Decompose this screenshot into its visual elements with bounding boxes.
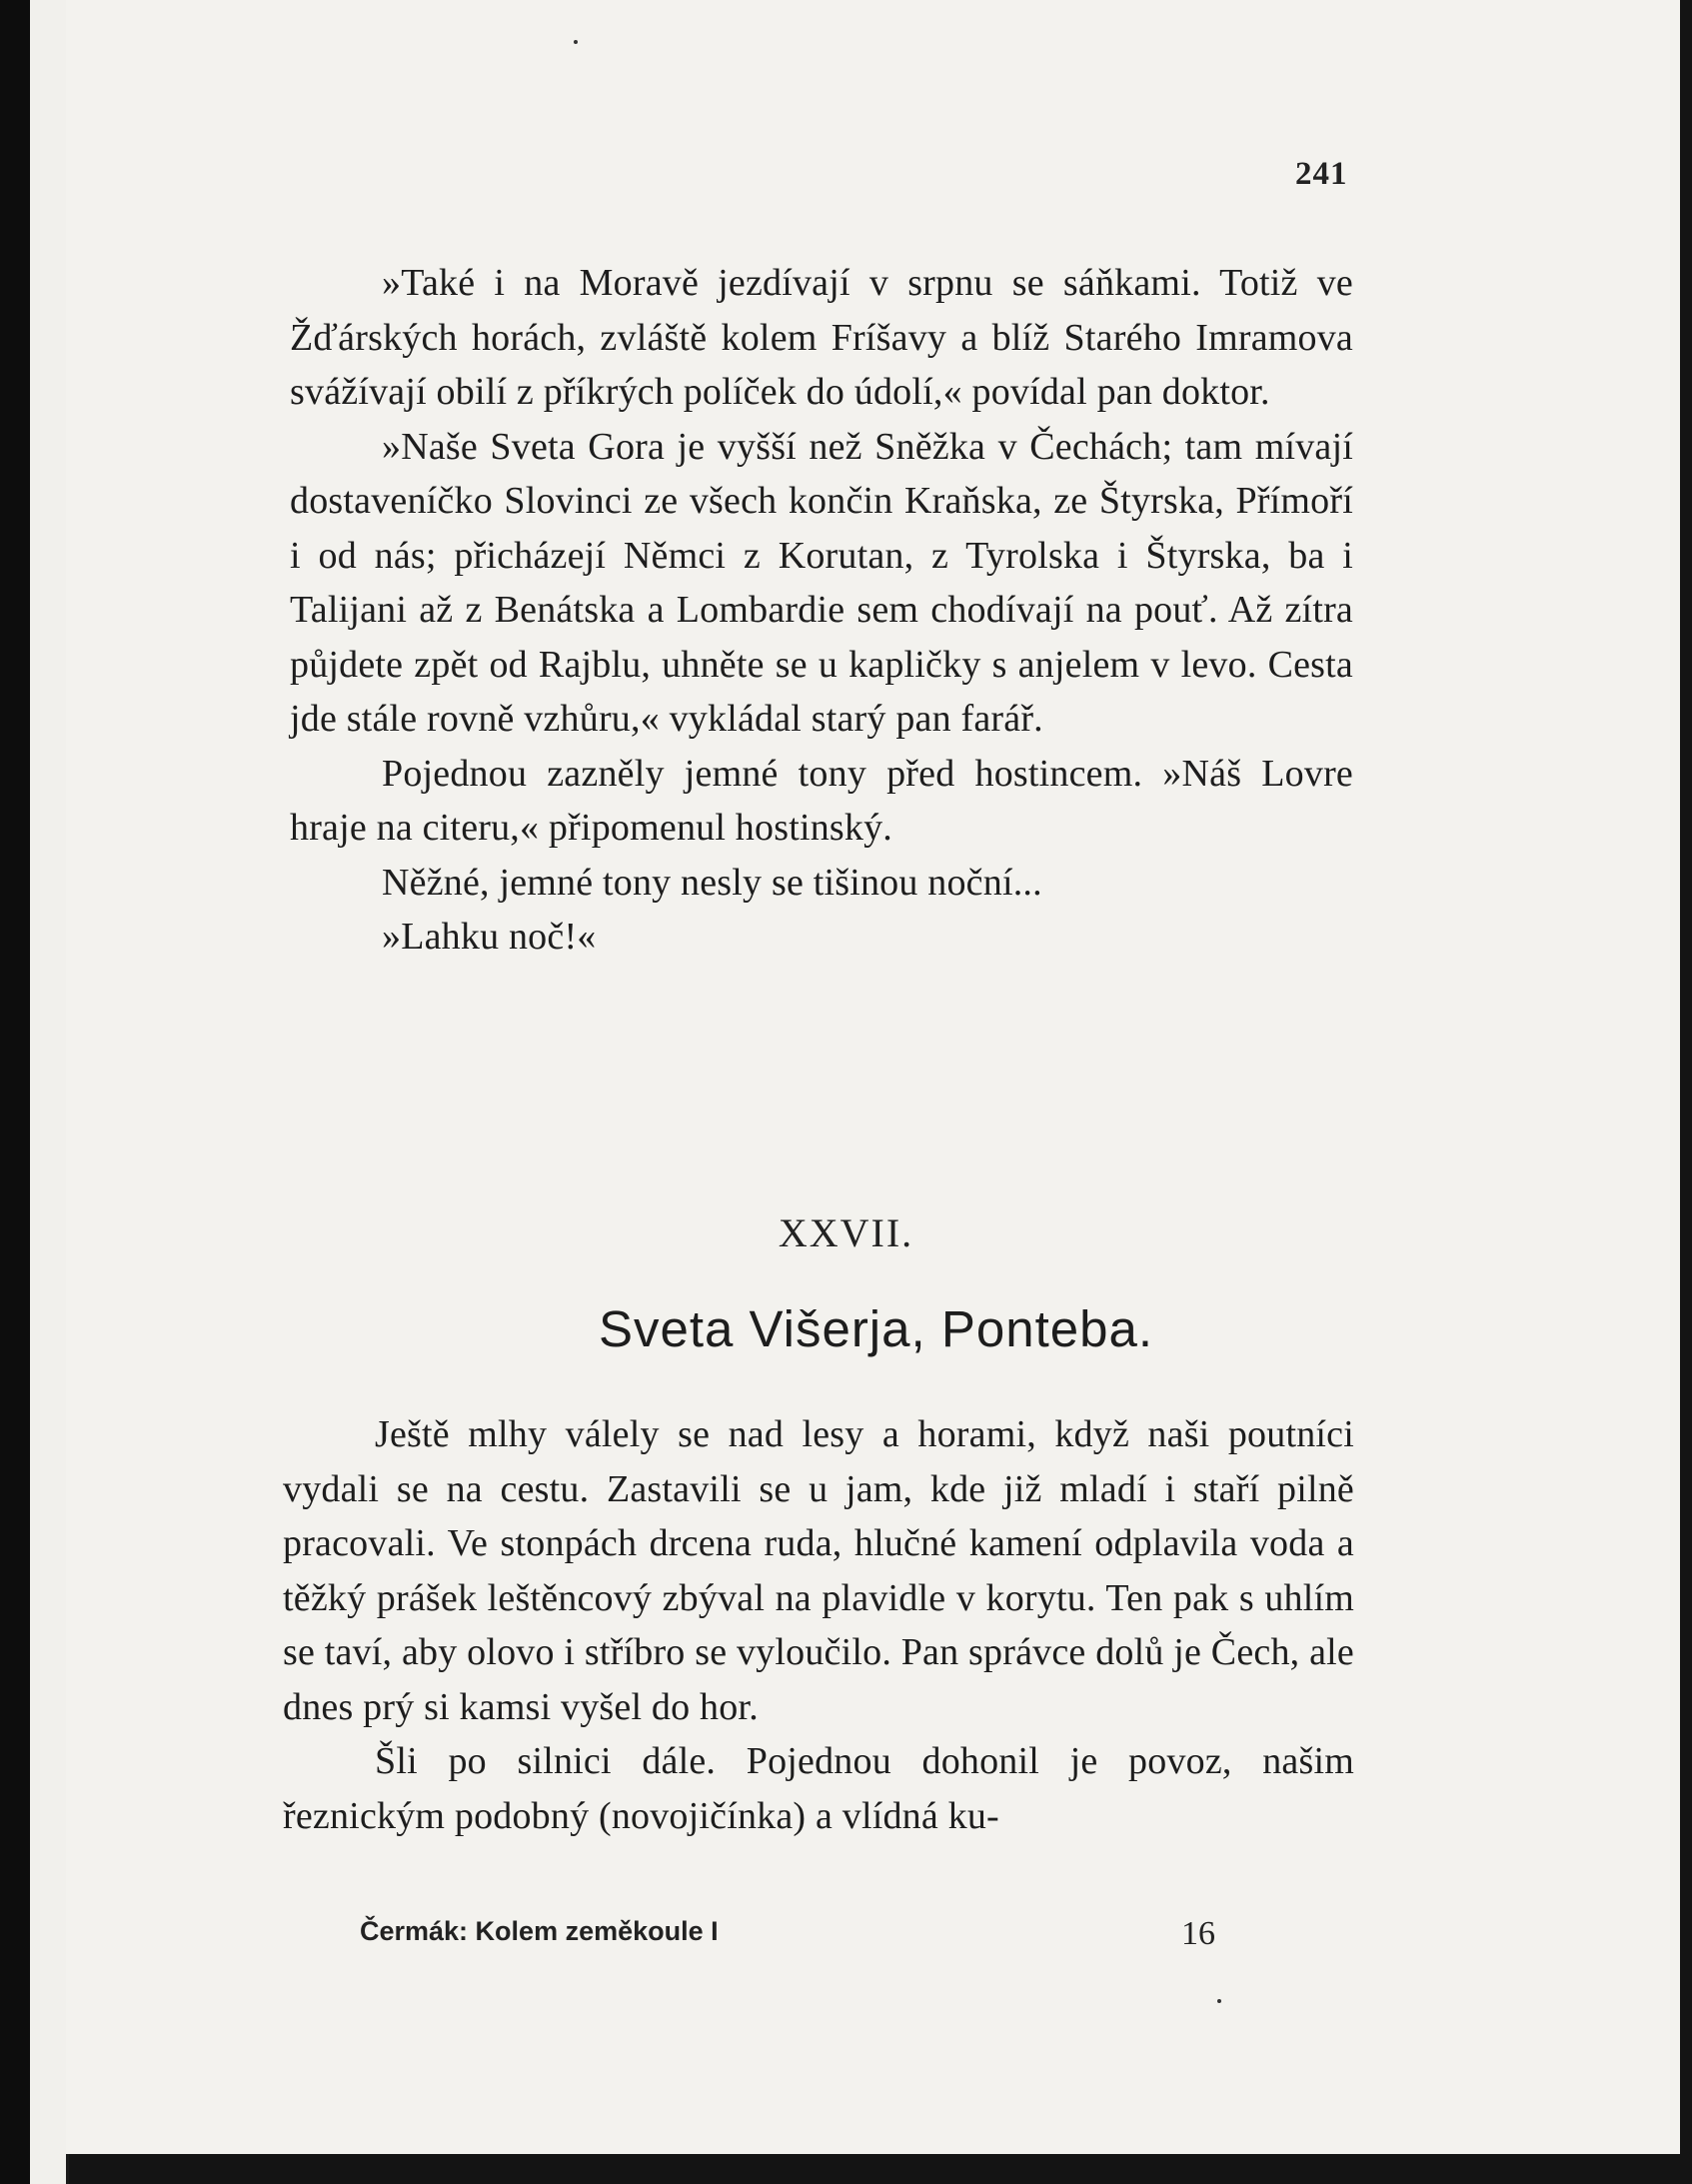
scan-speck: [1217, 1999, 1221, 2003]
previous-page-strip: [30, 0, 69, 2184]
footer-sheet-number: 16: [1181, 1915, 1215, 1952]
chapter-number: XXVII.: [778, 1210, 914, 1255]
bottom-text-block: [283, 1407, 1354, 1843]
footer-signature: Čermák: Kolem zeměkoule I: [360, 1916, 719, 1946]
paragraph: »Lahku noč!«: [382, 916, 597, 958]
chapter-title: Sveta Višerja, Ponteba.: [598, 1300, 1154, 1357]
scan-speck: [574, 40, 578, 44]
top-text-block: [290, 256, 1353, 965]
paragraph: »Také i na Moravě jezdívají v srpnu se sáňkami. Totiž ve Žďárských horách, zvláště kolem Fríšavy a blíž Starého Imramova svážívají obilí z příkrých políček do údolí,« povídal pan doktor.: [290, 262, 1353, 413]
scan-dark-edge: [0, 0, 30, 2184]
paragraph: Šli po silnici dále. Pojednou dohonil je povoz, našim řeznickým podobný (novojičínka) a vlídná ku-: [283, 1740, 1354, 1837]
paragraph: »Naše Sveta Gora je vyšší než Sněžka v Čechách; tam mívají dostaveníčko Slovinci ze všech končin Kraňska, ze Štyrska, Přímoří i od nás; přicházejí Němci z Korutan, z Tyrolska i Štyrska, ba i Talijani až z Benátska a Lombardie sem chodívají na pouť. Až zítra půjdete zpět od Rajblu, uhněte se u kapličky s anjelem v levo. Cesta jde stále rovně vzhůru,« vykládal starý pan farář.: [290, 425, 1353, 740]
paragraph: Ještě mlhy válely se nad lesy a horami, když naši poutníci vydali se na cestu. Zastavili se u jam, kde již mladí i staří pilně pracovali. Ve stonpách drcena ruda, hlučné kamení odplavila voda a těžký prášek leštěncový zbýval na plavidle v korytu. Ten pak s uhlím se taví, aby olovo i stříbro se vyloučilo. Pan správce dolů je Čech, ale dnes prý si kamsi vyšel do hor.: [283, 1413, 1354, 1728]
paragraph: Pojednou zazněly jemné tony před hostincem. »Náš Lovre hraje na citeru,« připomenul hostinský.: [290, 752, 1353, 849]
paragraph: Něžné, jemné tony nesly se tišinou noční...: [382, 861, 1042, 904]
page-number: 241: [1295, 156, 1348, 192]
